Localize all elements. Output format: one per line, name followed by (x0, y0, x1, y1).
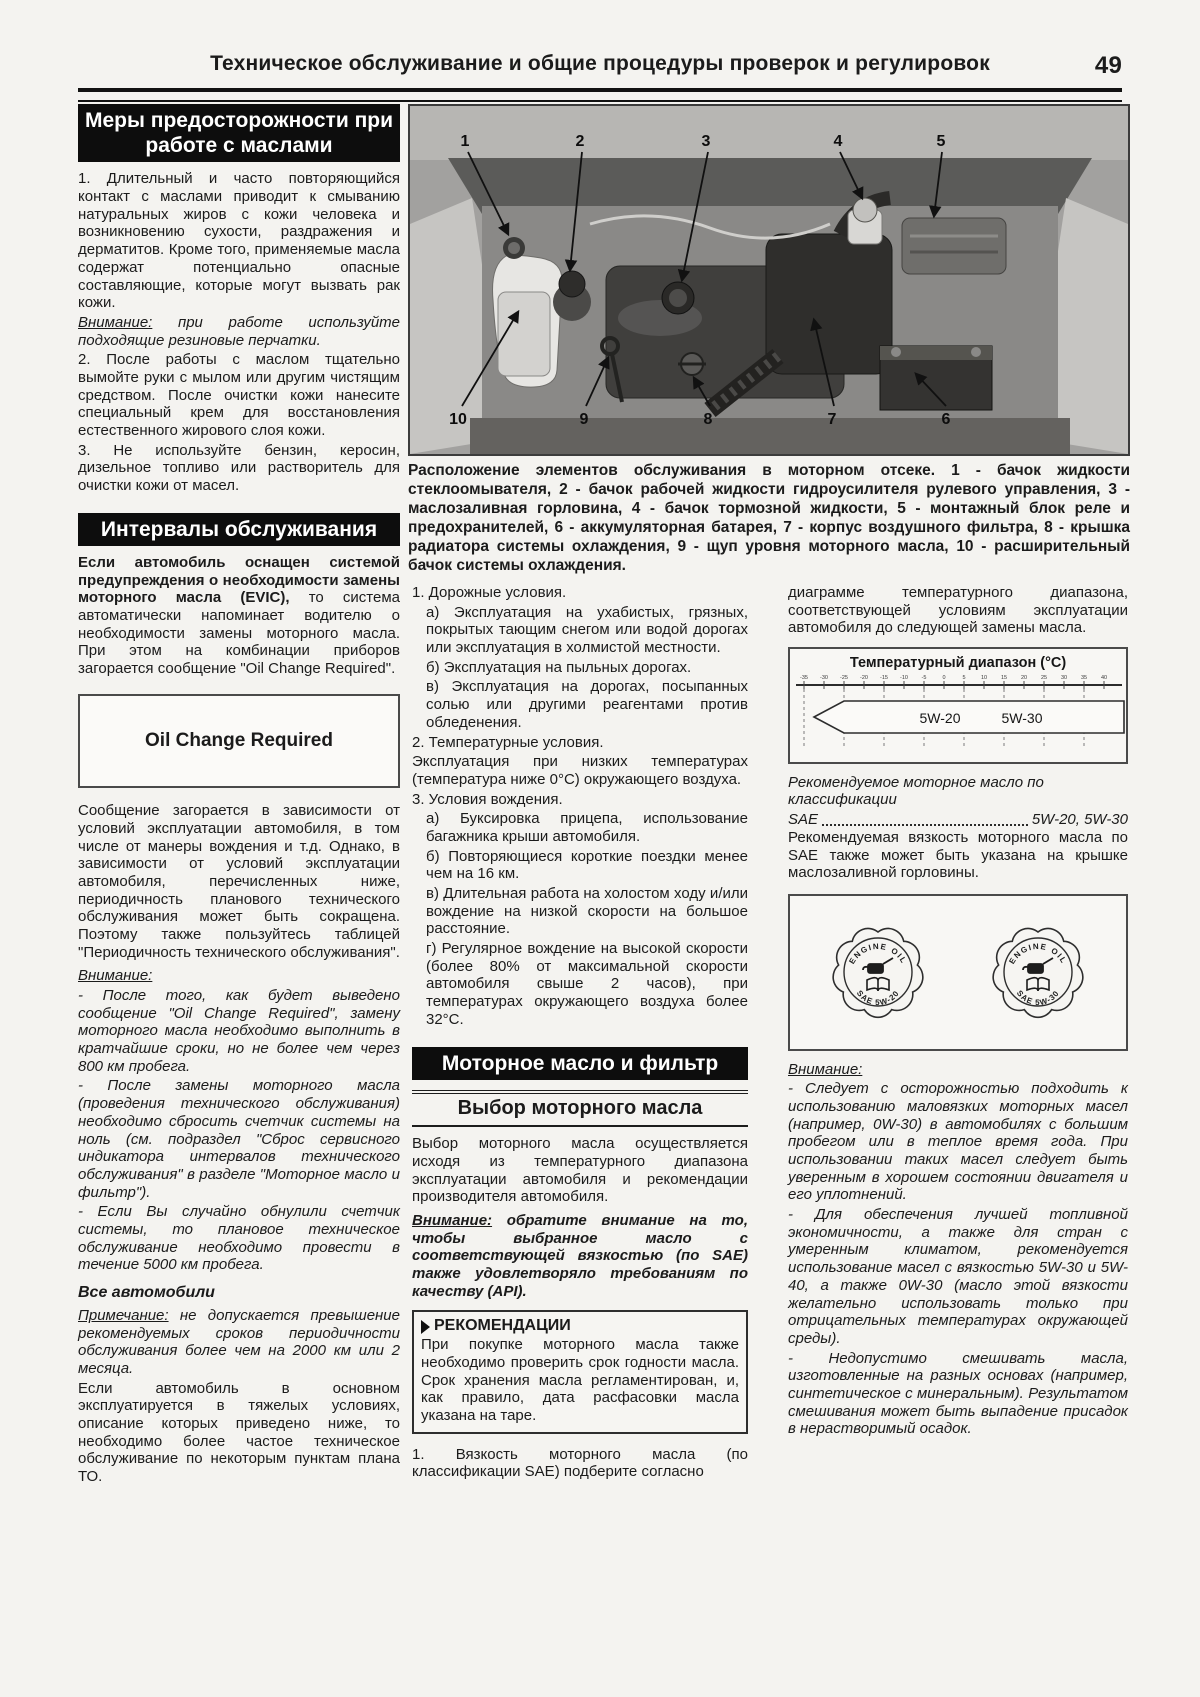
paragraph-rest: то система автоматически напоминает водителю о необходимости замены моторного масла. При этом на комбинации приборов загорается сообщение "Oil Change Required". (78, 589, 400, 678)
recommendations-title-row (421, 1317, 739, 1336)
recommended-oil-intro: Рекомендуемое моторное масло по классификации (788, 773, 1044, 809)
warning-text: при работе используйте подходящие резиновые перчатки. (78, 313, 400, 349)
engine-oil-arc-text: ENGINE OIL (847, 941, 909, 966)
left-column (78, 104, 400, 1488)
viscosity-5w30-label: 5W-30 (1001, 710, 1043, 727)
viscosity-band (814, 701, 1124, 733)
recommendations-text: При покупке моторного масла также необходимо проверить срок годности масла. Срок хранения масла регламентирован, и, как правило, дата расфасовки масла указана на таре. (421, 1336, 739, 1425)
warning-item: - После замены моторного масла (проведения технического обслуживания) необходимо сбросить счетчик системы на ноль (см. подраздел "Сброс сервисного индикатора интервалов технического обслуживания" в разделе "Моторное масло и фильтр"). (78, 1077, 400, 1201)
list-subitem: г) Регулярное вождение на высокой скорости (более 80% от максимальной скорости автомобиля свыше 2 часов), при температурах окружающего воздуха более 32°С. (426, 940, 748, 1028)
warning-note (78, 314, 400, 349)
brake-cap (853, 198, 877, 222)
fuse-box (902, 218, 1006, 274)
paragraph: Выбор моторного масла осуществляется исходя из температурного диапазона эксплуатации автомобиля и рекомендации производителя автомобиля. (412, 1135, 748, 1206)
callout-3: 3 (701, 133, 711, 150)
note-label: Примечание: (78, 1306, 169, 1324)
tick-label: -20 (860, 675, 868, 682)
paragraph: 1. Длительный и часто повторяющийся контакт с маслами приводит к смыванию натуральных жиров с кожи человека и возникновению сухости, раздражения и дерматитов. Кроме того, применяемые масла содержат потенциально опасные составляющие, которые могут вызвать рак кожи. (78, 170, 400, 312)
list-item: 2. Температурные условия. (412, 733, 604, 751)
paragraph: 2. После работы с маслом тщательно вымойте руки с мылом или другим чистящим средством. После очистки кожи нанесите специальный крем для восстановления естественного жирового слоя кожи. (78, 351, 400, 439)
list-text: Эксплуатация при низких температурах (температура ниже 0°С) окружающего воздуха. (412, 753, 748, 788)
tick-label: 35 (1080, 675, 1088, 682)
dot-leader (822, 814, 1028, 826)
oil-change-required-indicator: Oil Change Required (78, 694, 400, 788)
header-divider (78, 88, 1122, 102)
note (78, 1307, 400, 1378)
warning-label: Внимание: (78, 313, 153, 331)
battery-terminal (891, 347, 901, 357)
tick-label: 0 (942, 675, 946, 682)
sae-arc-text: SAE 5W-30 (1014, 988, 1062, 1008)
battery-terminal (971, 347, 981, 357)
paragraph: Если автомобиль в основном эксплуатируется в тяжелых условиях, описание которых приведено ниже, то необходимо более частое техническое обслуживание по некоторым пунктам плана ТО. (78, 1379, 400, 1486)
recommendations-title: РЕКОМЕНДАЦИИ (434, 1317, 571, 1335)
all-cars-heading: Все автомобили (78, 1284, 215, 1302)
radiator-support (470, 418, 1070, 454)
section-precautions-title: Меры предосторожности при работе с маслами (78, 104, 400, 162)
sae-label: SAE (788, 811, 819, 829)
paragraph-lead-bold: Если автомобиль оснащен системой предупреждения о необходимости замены моторного масла (EVIC), (78, 553, 400, 607)
list-subitem: в) Эксплуатация на дорогах, посыпанных солью или другими реагентами против обледенения. (426, 678, 748, 731)
subsection-choose-oil-title: Выбор моторного масла (412, 1090, 748, 1128)
oil-caps-illustration (790, 896, 1126, 1044)
callout-4: 4 (833, 133, 843, 150)
tick-label: -10 (900, 675, 908, 682)
note-text: не допускается превышение рекомендуемых сроков периодичности обслуживания более чем на 2000 км или 2 месяца. (78, 1306, 400, 1377)
tick-label: 10 (980, 675, 988, 682)
page-title: Техническое обслуживание и общие процедуры проверок и регулировок (210, 52, 990, 75)
callout-1: 1 (460, 133, 470, 150)
warning-item: - Недопустимо смешивать масла, изготовленные на разных основах (например, синтетическое с минеральным). Результатом смешивания может быть выпадение присадок в нерастворимый осадок. (788, 1349, 1128, 1438)
callout-8: 8 (703, 411, 713, 428)
tick-label: 15 (1000, 675, 1008, 682)
warning-text: обратите внимание на то, чтобы выбранное масло с соответствующей вязкостью (по SAE) также удовлетворяло требованиям по качеству (API). (412, 1212, 748, 1300)
engine-bay-illustration (410, 106, 1128, 454)
callout-7: 7 (827, 411, 837, 428)
cowl-panel (448, 158, 1092, 214)
recommendations-box (412, 1310, 748, 1433)
oil-filler-cap-inner (669, 289, 687, 307)
list-subitem: а) Эксплуатация на ухабистых, грязных, покрытых тающим снегом или водой дорогах или эксплуатация в холмистой местности. (426, 603, 748, 657)
sae-spec-line (788, 811, 1128, 829)
handbook-icon (867, 978, 889, 991)
page-header (78, 52, 1122, 79)
list-item: 3. Условия вождения. (412, 790, 563, 808)
figure-caption: Расположение элементов обслуживания в моторном отсеке. 1 - бачок жидкости стеклоомывателя, 2 - бачок рабочей жидкости гидроусилителя рулевого управления, 3 - маслозаливная горловина, 4 - бачок тормозной жидкости, 5 - монтажный блок реле и предохранителей, 6 - аккумуляторная батарея, 7 - корпус воздушного фильтра, 8 - крышка радиатора системы охлаждения, 9 - щуп уровня моторного масла, 10 - расширительный бачок системы охлаждения. (408, 462, 1130, 574)
right-column (788, 584, 1128, 1440)
engine-oil-arc-text: ENGINE OIL (1007, 941, 1069, 966)
tick-label: -15 (880, 675, 888, 682)
callout-6: 6 (941, 411, 951, 428)
warning-item: - Если Вы случайно обнулили счетчик системы, то плановое техническое обслуживание необходимо провести в течение 5000 км пробега. (78, 1203, 400, 1274)
recommendation-marker-icon (421, 1320, 430, 1334)
middle-column (412, 584, 748, 1483)
paragraph: 1. Вязкость моторного масла (по классификации SAE) подберите согласно (412, 1445, 748, 1481)
list-subitem: б) Повторяющиеся короткие поездки менее чем на 16 км. (426, 847, 748, 883)
tick-label: -5 (921, 675, 927, 682)
viscosity-5w20-label: 5W-20 (919, 710, 961, 727)
page-number: 49 (1094, 52, 1122, 79)
temperature-range-diagram (788, 647, 1128, 764)
list-item: 1. Дорожные условия. (412, 584, 567, 601)
warning-item: - После того, как будет выведено сообщение "Oil Change Required", замену моторного масла необходимо выполнить в кратчайшие сроки, но не более чем через 800 км пробега. (78, 987, 400, 1075)
list-subitem: б) Эксплуатация на пыльных дорогах. (426, 658, 692, 676)
tick-label: 30 (1060, 675, 1068, 682)
warning-item: - Для обеспечения лучшей топливной экономичности, а также для стран с умеренным климатом, рекомендуется использование масел с вязкостью 5W-30 и 5W-40, а также 0W-30 (масло этой вязкости желательно использовать только при отрицательных температурах окружающей среды). (788, 1206, 1128, 1347)
warning-item: - Следует с осторожностью подходить к использованию маловязких моторных масел (например, 0W-30) в автомобилях с большим пробегом или в теплое время года. При использовании таких масел следует быть уверенным в хорошем состоянии двигателя и его уплотнений. (788, 1080, 1128, 1204)
callout-5: 5 (936, 133, 946, 150)
list-subitem: в) Длительная работа на холостом ходу и/или вождение на низкой скорости на большое расстояние. (426, 885, 748, 938)
section-oil-filter-title: Моторное масло и фильтр (412, 1047, 748, 1080)
tick-label: 5 (962, 675, 966, 682)
ps-cap (559, 271, 585, 297)
oil-caps-figure (788, 894, 1128, 1051)
warning-label: Внимание: (788, 1060, 863, 1078)
handbook-icon (1027, 978, 1049, 991)
tick-label: 25 (1040, 675, 1048, 682)
section-intervals-title: Интервалы обслуживания (78, 513, 400, 546)
paragraph (78, 554, 400, 678)
warning-label: Внимание: (78, 967, 153, 985)
paragraph: диаграмме температурного диапазона, соответствующей условиям эксплуатации автомобиля до следующей замены масла. (788, 584, 1128, 637)
tick-label: -30 (820, 675, 828, 682)
list-subitem: а) Буксировка прицепа, использование багажника крыши автомобиля. (426, 810, 748, 845)
axis-tick-labels (800, 675, 1107, 681)
tick-label: -35 (800, 675, 808, 682)
cowl-top (410, 106, 1128, 160)
callout-9: 9 (579, 411, 589, 428)
callout-2: 2 (575, 133, 585, 150)
tick-label: 40 (1100, 675, 1108, 682)
diagram-title: Температурный диапазон (°С) (849, 655, 1067, 672)
paragraph: Рекомендуемая вязкость моторного масла по SAE также может быть указана на крышке маслозаливной горловины. (788, 828, 1128, 882)
washer-cap-inner (508, 242, 520, 254)
air-filter-housing (766, 234, 892, 374)
paragraph: Сообщение загорается в зависимости от условий эксплуатации автомобиля, в том числе от манеры вождения и т.д. Однако, в зависимости от условий эксплуатации автомобиля, перечисленных ниже, периодичность планового технического обслуживания может быть сокращена. Поэтому также пользуйтесь таблицей "Периодичность технического обслуживания". (78, 802, 400, 961)
warning-label: Внимание: (412, 1212, 493, 1230)
tick-label: 20 (1020, 675, 1028, 682)
sae-value: 5W-20, 5W-30 (1031, 811, 1128, 829)
sae-arc-text: SAE 5W-20 (854, 988, 902, 1008)
tick-label: -25 (840, 675, 848, 682)
oil-cap-5w20 (833, 928, 923, 1017)
callout-10: 10 (449, 411, 467, 428)
temperature-range-chart (790, 649, 1126, 757)
warning-note (412, 1212, 748, 1300)
oil-cap-5w30 (993, 928, 1083, 1017)
engine-bay-photo (408, 104, 1130, 456)
paragraph: 3. Не используйте бензин, керосин, дизельное топливо или растворитель для очистки кожи от масел. (78, 441, 400, 495)
